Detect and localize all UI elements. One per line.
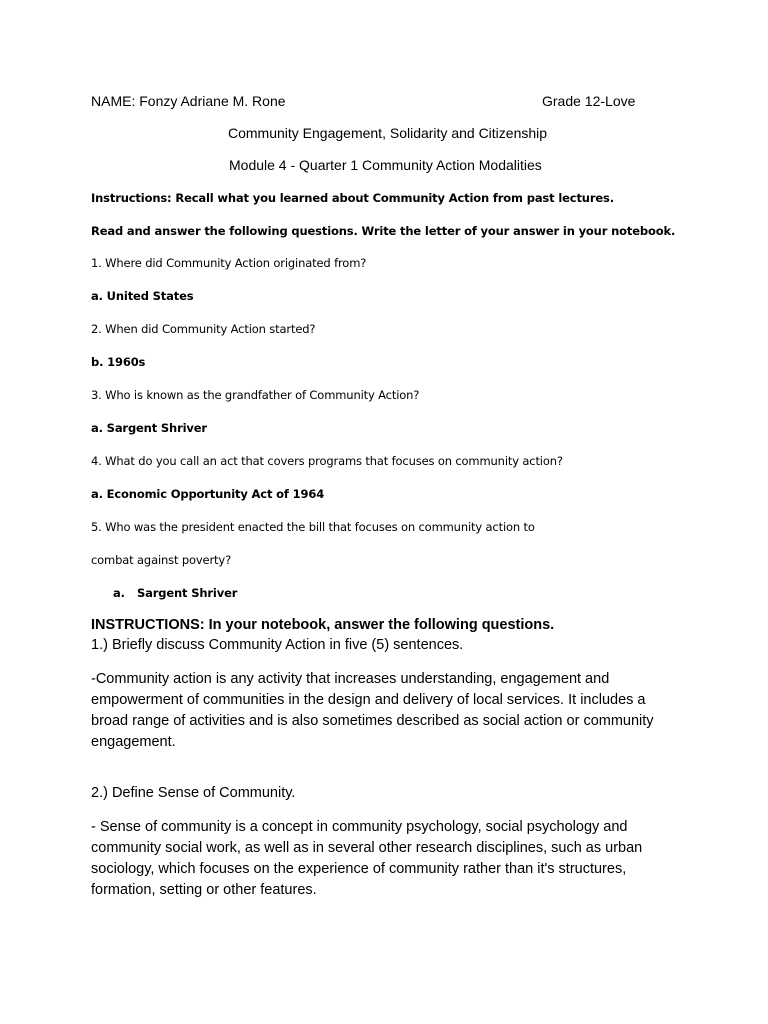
subject-title: Community Engagement, Solidarity and Citizenship — [228, 125, 548, 141]
question-1: 1. Where did Community Action originated from? — [91, 256, 367, 270]
question-3: 3. Who is known as the grandfather of Community Action? — [91, 388, 420, 402]
grade-section: Grade 12-Love — [542, 93, 636, 109]
part2-question-2: 2.) Define Sense of Community. — [91, 785, 296, 801]
student-name: NAME: Fonzy Adriane M. Rone — [91, 93, 286, 109]
part1-instructions: Instructions: Recall what you learned about Community Action from past lectures. — [91, 191, 614, 205]
answer-1: a. United States — [91, 289, 194, 303]
question-2: 2. When did Community Action started? — [91, 322, 316, 336]
answer-5 — [113, 586, 237, 600]
answer-5-marker: a. — [113, 586, 125, 600]
part2-question-1: 1.) Briefly discuss Community Action in five (5) sentences. — [91, 637, 464, 653]
question-5-line-2: combat against poverty? — [91, 553, 232, 567]
question-5-line-1: 5. Who was the president enacted the bill that focuses on community action to — [91, 520, 535, 534]
part2-instructions: INSTRUCTIONS: In your notebook, answer the following questions. — [91, 617, 555, 633]
answer-2: b. 1960s — [91, 355, 146, 369]
answer-5-text: Sargent Shriver — [137, 586, 238, 600]
part1-read-answer: Read and answer the following questions. Write the letter of your answer in your notebook. — [91, 224, 676, 238]
part2-answer-2: - Sense of community is a concept in community psychology, social psychology and community social work, as well as in several other research disciplines, such as urban sociology, which focuses on the experience of community rather than it's structures, formation, setting or other features. — [91, 819, 643, 898]
part2-answer-1: -Community action is any activity that increases understanding, engagement and empowerment of communities in the design and delivery of local services. It includes a broad range of activities and is also sometimes described as social action or community engagement. — [91, 671, 654, 750]
answer-3: a. Sargent Shriver — [91, 421, 207, 435]
question-4: 4. What do you call an act that covers programs that focuses on community action? — [91, 454, 563, 468]
answer-4: a. Economic Opportunity Act of 1964 — [91, 487, 325, 501]
module-title: Module 4 - Quarter 1 Community Action Modalities — [229, 157, 542, 173]
